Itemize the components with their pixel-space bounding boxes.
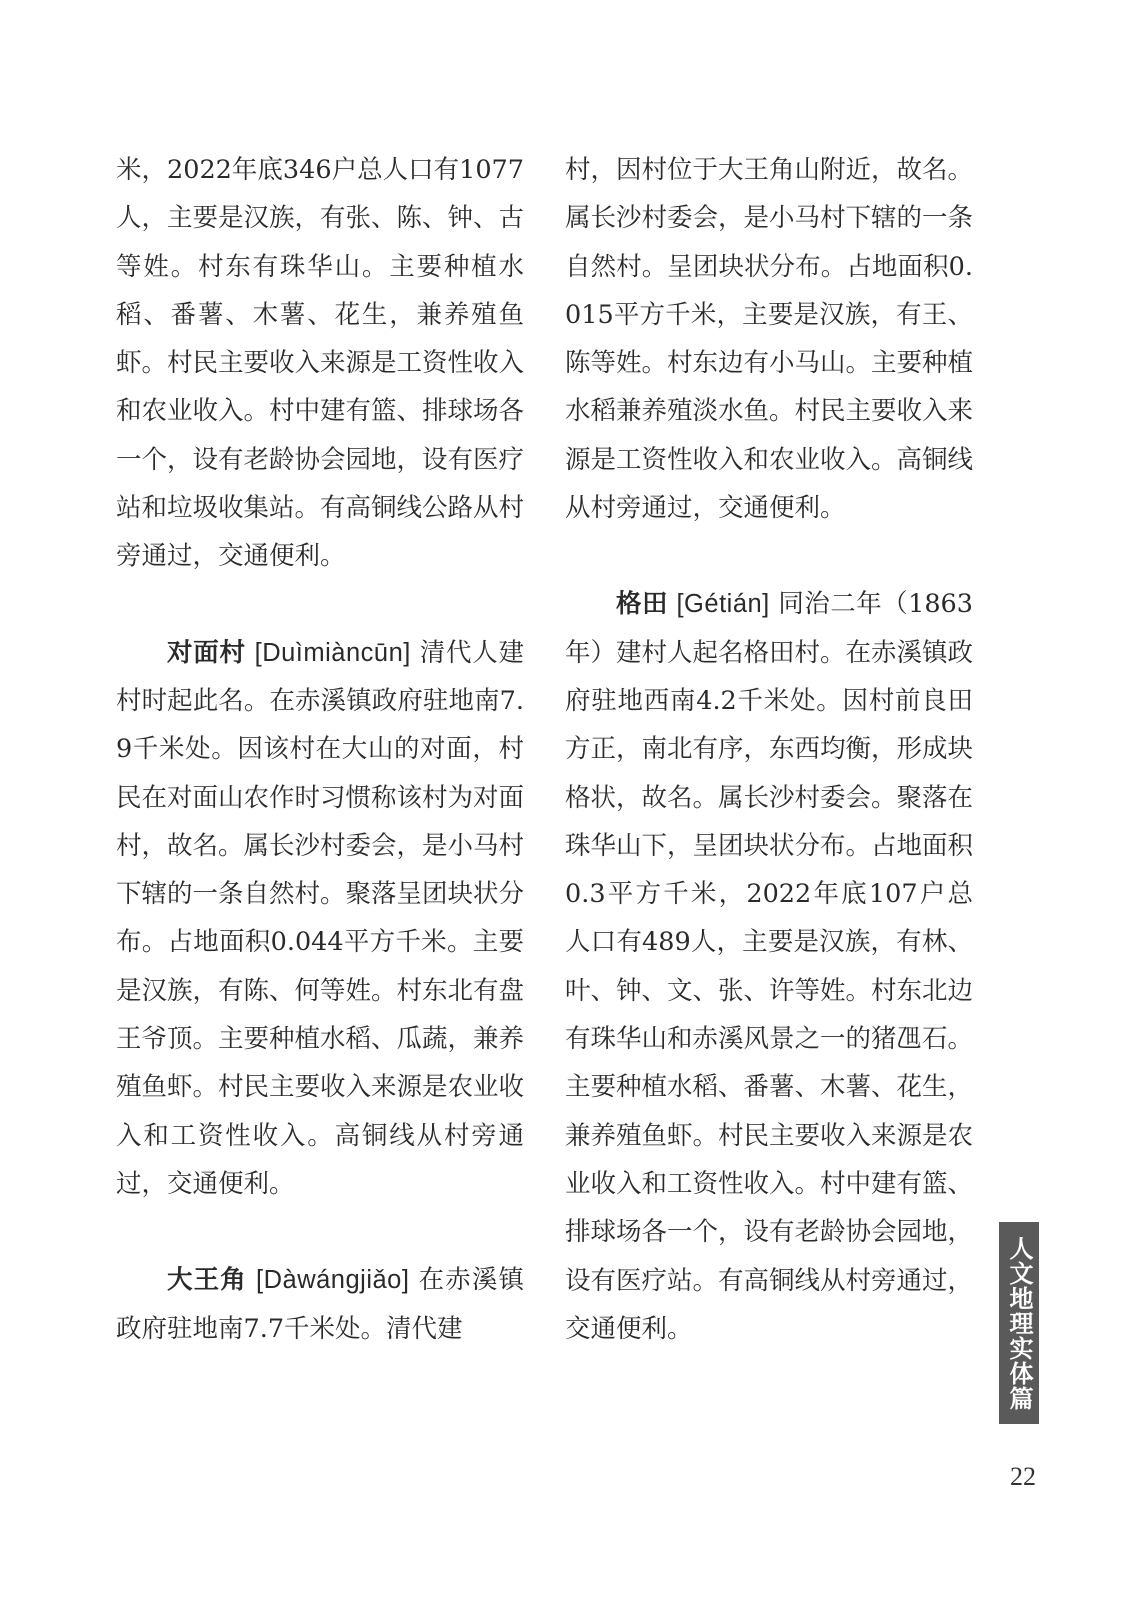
paragraph-gap bbox=[116, 581, 524, 629]
entry-getian bbox=[565, 580, 973, 1353]
continued-paragraph: 米，2022年底346户总人口有1077人，主要是汉族，有张、陈、钟、古等姓。村东有珠华山。主要种植水稻、番薯、木薯、花生，兼养殖鱼虾。村民主要收入来源是工资性收入和农业收入。村中建有篮、排球场各一个，设有老龄协会园地，设有医疗站和垃圾收集站。有高铜线公路从村旁通过，交通便利。 bbox=[116, 155, 525, 572]
entry-duimiancun bbox=[116, 629, 524, 1209]
continued-paragraph: 村，因村位于大王角山附近，故名。属长沙村委会，是小马村下辖的一条自然村。呈团块状分布。占地面积0.015平方千米，主要是汉族，有王、陈等姓。村东边有小马山。主要种植水稻兼养殖淡水鱼。村民主要收入来源是工资性收入和农业收入。高铜线从村旁通过，交通便利。 bbox=[565, 155, 974, 524]
entry-pinyin: [Duìmiàncūn] bbox=[254, 638, 411, 667]
paragraph-gap bbox=[116, 1208, 524, 1256]
paragraph-gap bbox=[565, 532, 973, 580]
entry-pinyin: [Gétián] bbox=[676, 590, 770, 619]
entry-dawangjiao bbox=[116, 1256, 524, 1353]
left-column bbox=[116, 146, 524, 1353]
section-side-tab bbox=[999, 1222, 1039, 1424]
entry-name: 大王角 bbox=[167, 1265, 247, 1296]
entry-text: 在赤溪镇政府驻地南7.7千米处。清代建 bbox=[116, 1265, 524, 1344]
right-column bbox=[565, 146, 973, 1353]
entry-name: 格田 bbox=[616, 589, 668, 620]
entry-text: 清代人建村时起此名。在赤溪镇政府驻地南7.9千米处。因该村在大山的对面，村民在对面山农作时习惯称该村为对面村，故名。属长沙村委会，是小马村下辖的一条自然村。聚落呈团块状分布。占地面积0.044平方千米。主要是汉族，有陈、何等姓。村东北有盘王爷顶。主要种植水稻、瓜蔬，兼养殖鱼虾。村民主要收入来源是农业收入和工资性收入。高铜线从村旁通过，交通便利。 bbox=[116, 637, 525, 1199]
section-side-tab-label: 人文地理实体篇 bbox=[1005, 1235, 1034, 1411]
page-number: 22 bbox=[1010, 1462, 1036, 1491]
entry-name: 对面村 bbox=[167, 637, 246, 668]
entry-text: 同治二年（1863年）建村人起名格田村。在赤溪镇政府驻地西南4.2千米处。因村前良田方正，南北有序，东西均衡，形成块格状，故名。属长沙村委会。聚落在珠华山下，呈团块状分布。占地面积0.3平方千米，2022年底107户总人口有489人，主要是汉族，有林、叶、钟、文、张、许等姓。村东北边有珠华山和赤溪风景之一的猪乪石。主要种植水稻、番薯、木薯、花生，兼养殖鱼虾。村民主要收入来源是农业收入和工资性收入。村中建有篮、排球场各一个，设有老龄协会园地，设有医疗站。有高铜线从村旁通过，交通便利。 bbox=[565, 589, 974, 1344]
entry-pinyin: [Dàwángjiǎo] bbox=[256, 1266, 410, 1295]
